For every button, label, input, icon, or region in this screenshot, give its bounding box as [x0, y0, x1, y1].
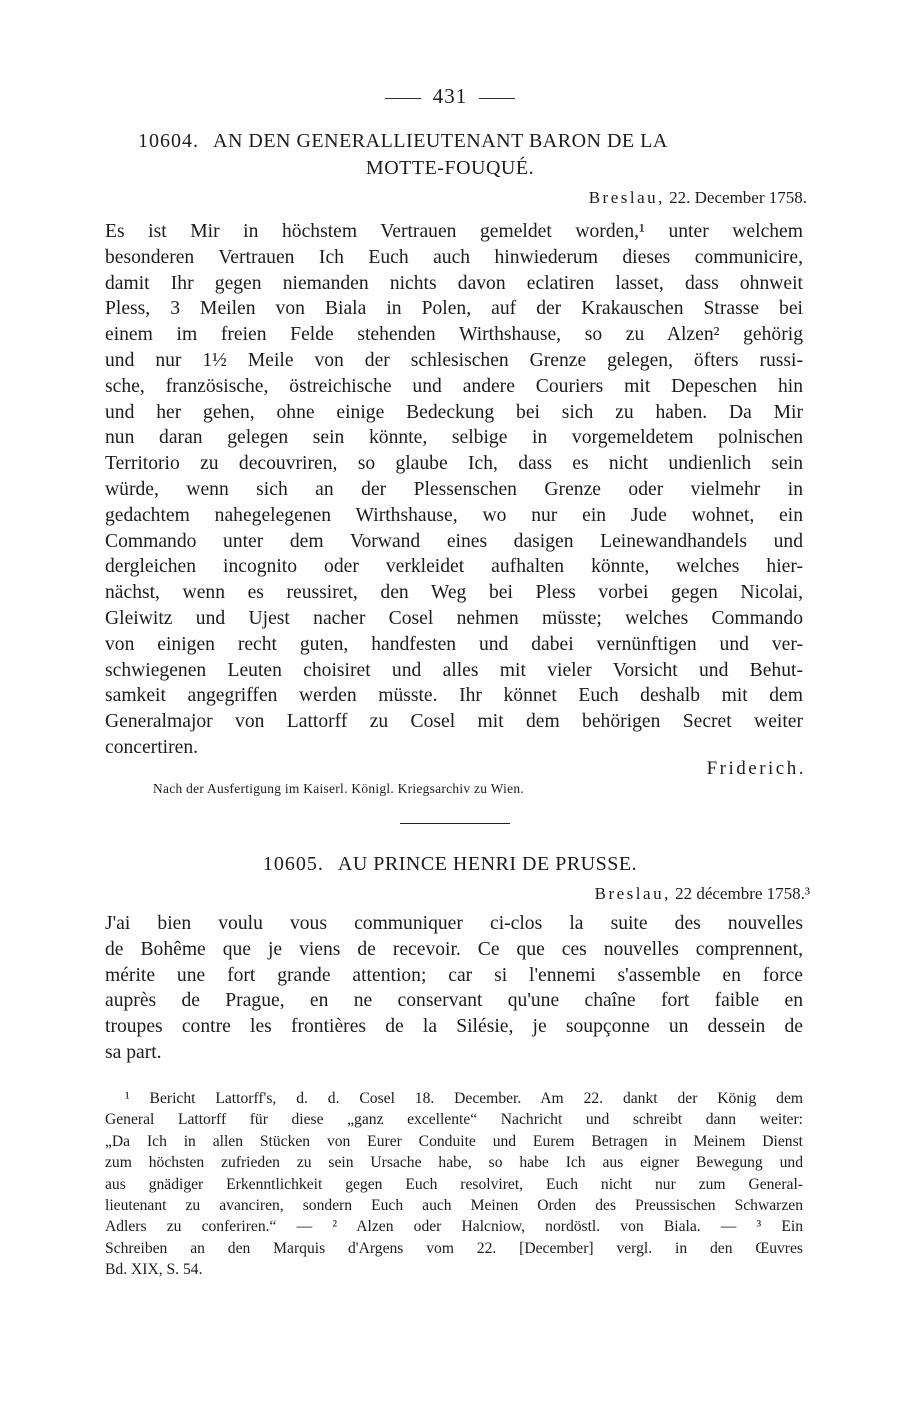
letter1-number: 10604.	[138, 130, 199, 152]
letter1-line: von einigen recht guten, handfesten und dabei vernünftigen und ver-	[105, 633, 803, 655]
page-number	[0, 84, 900, 109]
letter1-heading-line2	[0, 157, 900, 180]
letter1-line: Pless, 3 Meilen von Biala in Polen, auf der Krakauschen Strasse bei	[105, 298, 803, 320]
letter1-line: und her gehen, ohne einige Bedeckung bei sich zu haben. Da Mir	[105, 401, 803, 423]
letter2-line: mérite une fort grande attention; car si l'ennemi s'assemble en force	[105, 964, 803, 986]
letter1-line: würde, wenn sich an der Plessenschen Grenze oder vielmehr in	[105, 478, 803, 500]
footnote-line: ¹ Bericht Lattorff's, d. d. Cosel 18. December. Am 22. dankt der König dem	[125, 1090, 803, 1107]
letter1-source-note: Nach der Ausfertigung im Kaiserl. Königl. Kriegsarchiv zu Wien.	[153, 781, 525, 796]
letter1-line: Es ist Mir in höchstem Vertrauen gemeldet worden,¹ unter welchem	[105, 221, 803, 242]
footnote-line: Adlers zu conferiren.“ — ² Alzen oder Halcniow, nordöstl. von Biala. — ³ Ein	[105, 1218, 803, 1236]
letter1-line: samkeit angegriffen werden müsste. Ihr könnet Euch deshalb mit dem	[105, 685, 803, 707]
letter1-place: Breslau,	[588, 188, 665, 207]
letter2-line: de Bohême que je viens de recevoir. Ce que ces nouvelles comprennent,	[105, 938, 803, 960]
letter1-signature: Friderich.	[706, 758, 806, 779]
letter2-line: troupes contre les frontières de la Silésie, je soupçonne un dessein de	[105, 1016, 803, 1038]
letter1-line: und nur 1½ Meile von der schlesischen Grenze gelegen, öfters russi-	[105, 349, 803, 371]
footnote-line: zum höchsten zufrieden zu sein Ursache habe, so habe Ich aus eigner Bewegung und	[105, 1154, 803, 1172]
letter1-line: damit Ihr gegen niemanden nichts davon eclatiren lasset, dass ohnweit	[105, 272, 803, 294]
footnote-line: General Lattorff für diese „ganz excellente“ Nachricht und schreibt dann weiter:	[105, 1111, 803, 1129]
letter2-place: Breslau,	[594, 884, 671, 903]
letter1-body	[105, 219, 803, 761]
letter1-date: 22. December 1758.	[669, 188, 807, 207]
letter1-line: Territorio zu decouvriren, so glaube Ich, dass es nicht undienlich sein	[105, 453, 803, 475]
letter1-heading-line1	[138, 130, 668, 153]
letter1-line: nun daran gelegen sein könnte, selbige in vorgemeldetem polnischen	[105, 427, 803, 449]
page-number-dash-right	[479, 98, 515, 99]
footnote-line: aus gnädiger Erkenntlichkeit gegen Euch resolviret, Euch nicht nur zum General-	[105, 1175, 803, 1193]
letter1-line: nächst, wenn es reussiret, den Weg bei Pless vorbei gegen Nicolai,	[105, 582, 803, 604]
letter1-title-line2: MOTTE-FOUQUÉ.	[365, 157, 535, 179]
letter2-place-date	[595, 884, 810, 904]
letter1-line: besonderen Vertrauen Ich Euch auch hinwiederum dieses communicire,	[105, 246, 803, 268]
letter1-line: sche, französische, östreichische und andere Couriers mit Depeschen hin	[105, 375, 803, 397]
letter1-line: Gleiwitz und Ujest nacher Cosel nehmen müsste; welches Commando	[105, 607, 803, 629]
letter1-line: schwiegenen Leuten choisiret und alles mit vieler Vorsicht und Behut-	[105, 659, 803, 681]
letter1-line: Generalmajor von Lattorff zu Cosel mit dem behörigen Secret weiter	[105, 711, 803, 733]
letter2-line: J'ai bien voulu vous communiquer ci-clos la suite des nouvelles	[105, 913, 803, 934]
letter1-place-date	[589, 188, 807, 208]
letter1-line: gedachtem nahegelegenen Wirthshause, wo nur ein Jude wohnet, ein	[105, 504, 803, 526]
letter1-title-line1: AN DEN GENERALLIEUTENANT BARON DE LA	[213, 130, 668, 152]
letter2-title: AU PRINCE HENRI DE PRUSSE.	[337, 853, 638, 875]
letter2-line: sa part.	[105, 1041, 162, 1063]
letter1-line: einem im freien Felde stehenden Wirthshause, so zu Alzen² gehörig	[105, 324, 803, 346]
footnote-line: Schreiben an den Marquis d'Argens vom 22. [December] vergl. in den Œuvres	[105, 1239, 803, 1257]
section-divider	[400, 823, 510, 824]
footnotes	[105, 1088, 803, 1281]
footnote-line: Bd. XIX, S. 54.	[105, 1261, 203, 1279]
letter2-heading	[0, 853, 900, 876]
letter2-number: 10605.	[262, 853, 324, 875]
footnote-line: lieutenant zu avanciren, sondern Euch auch Meinen Orden des Preussischen Schwarzen	[105, 1196, 803, 1214]
page-number-text: 431	[432, 84, 468, 108]
letter1-line: concertiren.	[105, 736, 199, 758]
letter2-date: 22 décembre 1758.³	[675, 884, 810, 903]
footnote-line: „Da Ich in allen Stücken von Eurer Conduite und Eurem Betragen in Meinem Dienst	[105, 1132, 803, 1150]
letter1-line: Commando unter dem Vorwand eines dasigen Leinewandhandels und	[105, 530, 803, 552]
letter2-line: auprès de Prague, en ne conservant qu'une chaîne fort faible en	[105, 990, 803, 1012]
letter1-line: dergleichen incognito oder verkleidet aufhalten könnte, welches hier-	[105, 556, 803, 578]
letter2-body	[105, 911, 803, 1066]
page-number-dash-left	[385, 98, 421, 99]
